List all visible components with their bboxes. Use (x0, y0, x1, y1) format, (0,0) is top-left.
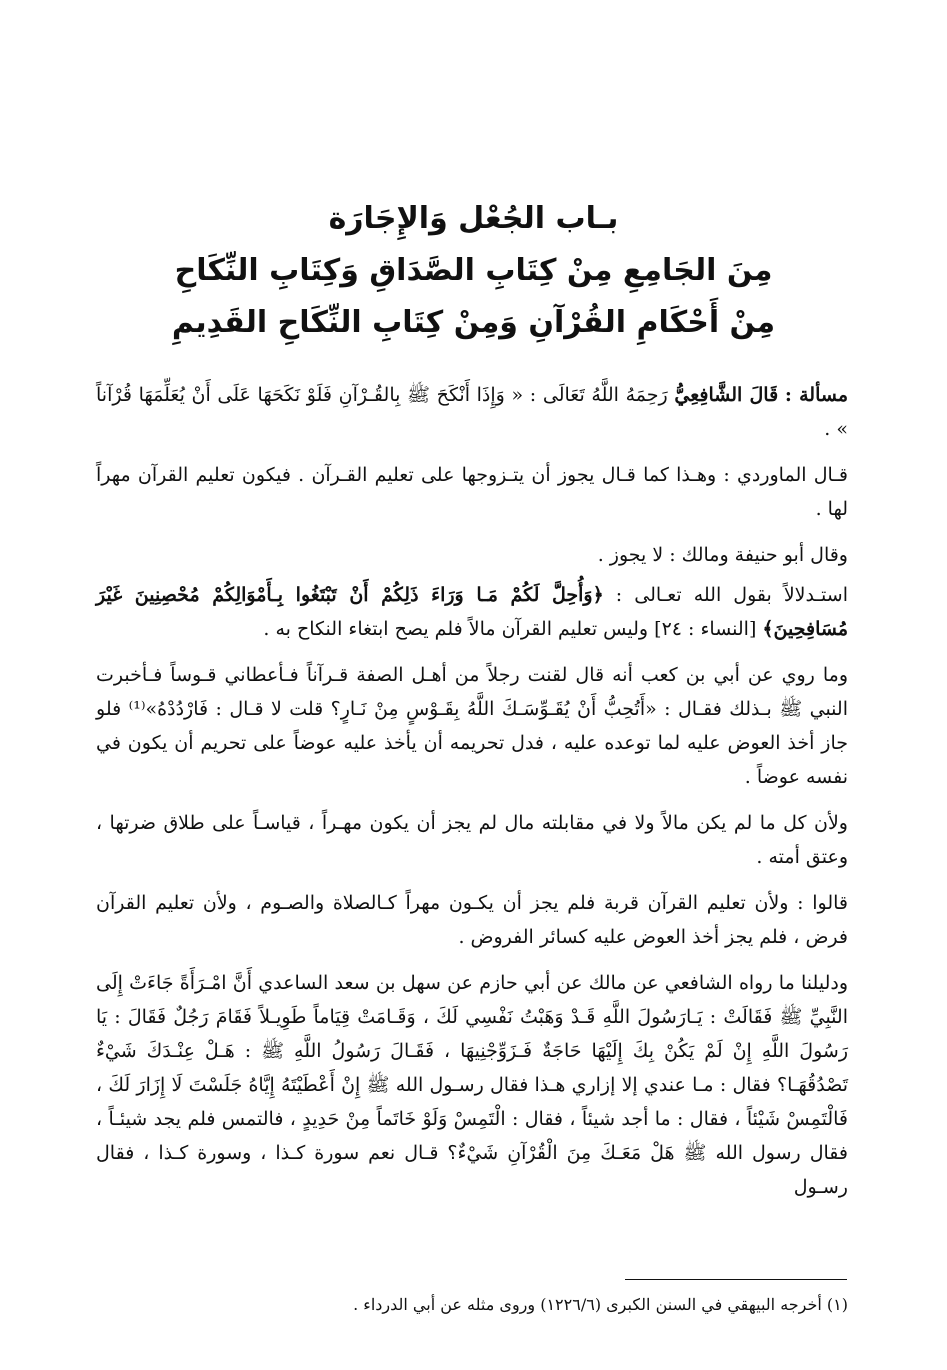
issue-label: مسألة : (784, 384, 849, 406)
chapter-headings (60, 193, 887, 349)
speaker-name: قَالَ الشَّافِعِيُّ (674, 384, 779, 406)
paragraph-proof: ودليلنا ما رواه الشافعي عن مالك عن أبي حازم عن سهل بن سعد الساعدي أَنَّ امْـرَأَةً جَاءَتْ إِلَى النَّبِيِّ ﷺ فَقَالَتْ : يَـارَسُولَ اللَّهِ قَـدْ وَهَبْتُ نَفْسِي لَكَ ، وَقَـامَتْ قِيَاماً طَوِيـلاً فَقَامَ رَجُلٌ فَقَالَ : يَا رَسُولَ اللَّهِ إِنْ لَمْ يَكُنْ بِكَ إِلَيْهَا حَاجَةٌ فَـزَوِّجْنِيهَا ، فَقَـالَ رَسُولُ اللَّهِ ﷺ : هَـلْ عِنْـدَكَ شَيْءٌ تَصْدُقُهَـا؟ فقال : مـا عندي إلا إزاري هـذا فقال رسـول الله ﷺ إِنْ أَعْطَيْتَهُ إِيَّاهُ جَلَسْتَ لَا إِزَارَ لَكَ ، فَالْتَمِسْ شَيْئاً ، فقال : ما أجد شيئاً ، فقال : الْتَمِسْ وَلَوْ خَاتَماً مِنْ حَدِيدٍ ، فالتمس فلم يجد شيئـاً ، فقال رسول الله ﷺ هَلْ مَعَـكَ مِنَ الْقُرْآنِ شَيْءٌ؟ قـال نعم سورة كـذا ، وسورة كـذا ، فقال رسـول (96, 972, 848, 1198)
paragraph-issue (96, 378, 848, 446)
chapter-subtitle-1: مِنَ الجَامِعِ مِنْ كِتَابِ الصَّدَاقِ وَكِتَابِ النِّكَاحِ (174, 253, 773, 288)
chapter-subtitle-2: مِنْ أَحْكَامِ القُرْآنِ وَمِنْ كِتَابِ النِّكَاحِ القَدِيمِ (171, 305, 776, 340)
footnote: (١) أخرجه البيهقي في السنن الكبرى (١٢٢٦/٦) وروى مثله عن أبي الدرداء . (353, 1295, 848, 1314)
paragraph-objection: قالوا : ولأن تعليم القرآن قربة فلم يجز أن يكـون مهراً كـالصلاة والصـوم ، ولأن تعليم القرآن فرض ، فلم يجز أخذ العوض عليه كسائر الفروض . (96, 892, 848, 948)
paragraph-ubayy-hadith: وما روي عن أبي بن كعب أنه قال لقنت رجلاً من أهـل الصفة قـرآناً فـأعطاني قـوساً فـأخبرت النبي ﷺ بـذلك فقـال : «أَتُحِبُّ أَنْ يُقَـوِّسَـكَ اللَّهُ بِقَـوْسٍ مِنْ نَـارٍ؟ قلت لا قـال : فَارْدُدْهُ»⁽¹⁾ فلو جاز أخذ العوض عليه لما توعده عليه ، فدل تحريمه أن يأخذ عليه عوضاً على تحريم أن يكون في نفسه عوضاً . (96, 664, 848, 788)
issue-text: رَحِمَهُ اللَّهُ تَعَالَى : « وَإِذَا أَنْكَحَ ﷺ بِالقُـرْآنِ فَلَوْ نَكَحَهَا عَلَى أَنْ يُعَلِّمَهَا قُرْآناً » . (96, 384, 848, 440)
chapter-title: بـاب الجُعْل وَالإِجَارَة (328, 201, 619, 236)
quran-verse: ﴿وَأُحِلَّ لَكُمْ مَـا وَرَاءَ ذَلِكُمْ أَنْ تَبْتَغُوا بِـأَمْوَالِكُمْ مُحْصِنِينَ غَيْرَ مُسَافِحِينَ﴾ (96, 584, 848, 640)
evidence-outro: [النساء : ٢٤] وليس تعليم القرآن مالاً فلم يصح ابتغاء النكاح به . (263, 618, 757, 640)
paragraph-abu-hanifa: وقال أبو حنيفة ومالك : لا يجوز . (597, 544, 848, 566)
evidence-intro: استـدلالاً بقول الله تعـالى : (615, 584, 848, 606)
paragraph-mawardi: قـال الماوردي : وهـذا كما قـال يجوز أن يتـزوجها على تعليم القـرآن . فيكون تعليم القرآن مهراً لها . (96, 464, 848, 520)
body-text (96, 378, 848, 1216)
paragraph-evidence (96, 578, 848, 646)
footnote-divider (625, 1279, 847, 1280)
paragraph-analogy: ولأن كل ما لم يكن مالاً ولا في مقابلته مال لم يجز أن يكون مهـراً ، قياسـاً على طلاق ضرتها ، وعتق أمته . (96, 812, 848, 868)
